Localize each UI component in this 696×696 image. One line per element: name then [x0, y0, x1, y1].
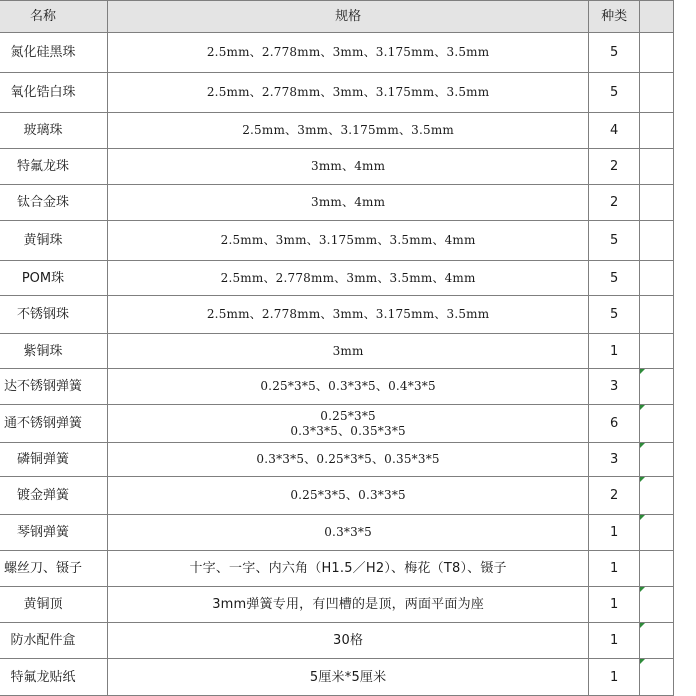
cell-extra[interactable]: [639, 185, 673, 221]
cell-extra[interactable]: [639, 623, 673, 659]
header-kind[interactable]: 种类: [589, 1, 640, 33]
cell-name[interactable]: 达不锈钢弹簧: [0, 369, 107, 405]
cell-spec[interactable]: [107, 113, 588, 149]
cell-kind[interactable]: 1: [589, 623, 640, 659]
cell-spec-line: 3mm、4mm: [311, 195, 386, 209]
cell-comment-indicator-icon: [640, 587, 645, 592]
cell-kind[interactable]: 2: [589, 477, 640, 515]
cell-name[interactable]: 镀金弹簧: [0, 477, 107, 515]
cell-spec-line: 5厘米*5厘米: [309, 669, 387, 685]
cell-name[interactable]: 紫铜珠: [0, 334, 107, 369]
table-row: [0, 261, 674, 296]
cell-spec[interactable]: [107, 405, 588, 443]
cell-spec-line: 30格: [333, 633, 364, 648]
cell-kind[interactable]: 2: [589, 149, 640, 185]
cell-extra[interactable]: [639, 405, 673, 443]
cell-name[interactable]: 特氟龙贴纸: [0, 659, 107, 696]
cell-spec[interactable]: [107, 185, 588, 221]
cell-spec-line: 0.25*3*5、0.3*3*5: [290, 488, 406, 502]
cell-spec[interactable]: [107, 515, 588, 551]
cell-kind[interactable]: 5: [589, 296, 640, 334]
cell-extra[interactable]: [639, 113, 673, 149]
cell-extra[interactable]: [639, 659, 673, 696]
header-spec[interactable]: 规格: [107, 1, 588, 33]
cell-spec-line: 0.25*3*5: [320, 408, 376, 423]
cell-name[interactable]: 玻璃珠: [0, 113, 107, 149]
cell-spec-line: 0.3*3*5、0.25*3*5、0.35*3*5: [256, 452, 440, 466]
cell-spec-line: 2.5mm、2.778mm、3mm、3.175mm、3.5mm: [206, 85, 490, 99]
cell-extra[interactable]: [639, 33, 673, 73]
cell-name[interactable]: 氧化锆白珠: [0, 73, 107, 113]
table-row: [0, 623, 674, 659]
cell-spec-line: 0.3*3*5、0.35*3*5: [290, 423, 406, 438]
table-row: [0, 587, 674, 623]
cell-kind[interactable]: 5: [589, 33, 640, 73]
table-row: [0, 659, 674, 696]
table-row: [0, 73, 674, 113]
cell-spec-line: 十字、一字、内六角（H1.5／H2）、梅花（T8）、镊子: [189, 561, 507, 576]
cell-name[interactable]: 琴钢弹簧: [0, 515, 107, 551]
table-row: [0, 405, 674, 443]
cell-kind[interactable]: 2: [589, 185, 640, 221]
cell-name[interactable]: POM珠: [0, 261, 107, 296]
table-row: [0, 477, 674, 515]
cell-spec[interactable]: [107, 659, 588, 696]
cell-extra[interactable]: [639, 443, 673, 477]
table-row: [0, 149, 674, 185]
cell-spec-line: 0.3*3*5: [324, 525, 372, 539]
cell-spec[interactable]: [107, 443, 588, 477]
cell-extra[interactable]: [639, 296, 673, 334]
cell-kind[interactable]: 6: [589, 405, 640, 443]
cell-name[interactable]: 特氟龙珠: [0, 149, 107, 185]
table-row: [0, 551, 674, 587]
header-row: [0, 1, 674, 33]
cell-spec[interactable]: [107, 477, 588, 515]
cell-extra[interactable]: [639, 221, 673, 261]
table-row: [0, 113, 674, 149]
cell-spec-line: 3mm、4mm: [311, 159, 386, 173]
cell-comment-indicator-icon: [640, 443, 645, 448]
cell-name[interactable]: 螺丝刀、镊子: [0, 551, 107, 587]
cell-name[interactable]: 防水配件盒: [0, 623, 107, 659]
table-row: [0, 369, 674, 405]
cell-spec[interactable]: [107, 334, 588, 369]
cell-name[interactable]: 磷铜弹簧: [0, 443, 107, 477]
cell-spec-line: 3mm: [332, 343, 364, 358]
cell-name[interactable]: 黄铜珠: [0, 221, 107, 261]
cell-kind[interactable]: 3: [589, 443, 640, 477]
cell-kind[interactable]: 4: [589, 113, 640, 149]
cell-kind[interactable]: 1: [589, 659, 640, 696]
cell-comment-indicator-icon: [640, 515, 645, 520]
cell-extra[interactable]: [639, 515, 673, 551]
table-row: [0, 185, 674, 221]
table-row: [0, 221, 674, 261]
cell-spec-line: 3mm弹簧专用，有凹槽的是顶，两面平面为座: [212, 597, 484, 612]
cell-kind[interactable]: 5: [589, 221, 640, 261]
cell-spec[interactable]: [107, 296, 588, 334]
cell-name[interactable]: 氮化硅黑珠: [0, 33, 107, 73]
cell-kind[interactable]: 1: [589, 334, 640, 369]
cell-extra[interactable]: [639, 477, 673, 515]
cell-spec[interactable]: [107, 551, 588, 587]
cell-comment-indicator-icon: [640, 405, 645, 410]
cell-spec[interactable]: [107, 33, 588, 73]
cell-spec[interactable]: [107, 149, 588, 185]
cell-spec[interactable]: [107, 73, 588, 113]
cell-extra[interactable]: [639, 369, 673, 405]
cell-kind[interactable]: 1: [589, 587, 640, 623]
cell-name[interactable]: 通不锈钢弹簧: [0, 405, 107, 443]
table-row: [0, 443, 674, 477]
header-extra-cell[interactable]: [639, 1, 673, 33]
cell-spec[interactable]: [107, 623, 588, 659]
cell-spec[interactable]: [107, 221, 588, 261]
cell-spec-line: 2.5mm、2.778mm、3mm、3.175mm、3.5mm: [206, 45, 490, 59]
cell-spec[interactable]: [107, 369, 588, 405]
cell-kind[interactable]: 1: [589, 515, 640, 551]
cell-extra[interactable]: [639, 551, 673, 587]
cell-kind[interactable]: 3: [589, 369, 640, 405]
cell-extra[interactable]: [639, 149, 673, 185]
cell-extra[interactable]: [639, 334, 673, 369]
cell-extra[interactable]: [639, 261, 673, 296]
table-row: [0, 296, 674, 334]
cell-comment-indicator-icon: [640, 477, 645, 482]
cell-kind[interactable]: 5: [589, 261, 640, 296]
cell-kind[interactable]: 5: [589, 73, 640, 113]
cell-name[interactable]: 黄铜顶: [0, 587, 107, 623]
cell-spec-line: 2.5mm、3mm、3.175mm、3.5mm: [242, 123, 454, 137]
table-row: [0, 334, 674, 369]
cell-kind[interactable]: 1: [589, 551, 640, 587]
header-name[interactable]: 名称: [0, 1, 107, 33]
cell-spec-line: 2.5mm、2.778mm、3mm、3.175mm、3.5mm: [206, 307, 490, 321]
cell-comment-indicator-icon: [640, 369, 645, 374]
cell-spec-line: 2.5mm、3mm、3.175mm、3.5mm、4mm: [220, 233, 476, 247]
cell-spec-line: 2.5mm、2.778mm、3mm、3.5mm、4mm: [220, 270, 476, 285]
cell-comment-indicator-icon: [640, 659, 645, 664]
cell-spec[interactable]: [107, 587, 588, 623]
cell-extra[interactable]: [639, 587, 673, 623]
table-row: [0, 33, 674, 73]
table-row: [0, 515, 674, 551]
cell-name[interactable]: 钛合金珠: [0, 185, 107, 221]
cell-name[interactable]: 不锈钢珠: [0, 296, 107, 334]
cell-spec[interactable]: [107, 261, 588, 296]
cell-extra[interactable]: [639, 73, 673, 113]
cell-spec-line: 0.25*3*5、0.3*3*5、0.4*3*5: [260, 379, 436, 393]
cell-comment-indicator-icon: [640, 623, 645, 628]
